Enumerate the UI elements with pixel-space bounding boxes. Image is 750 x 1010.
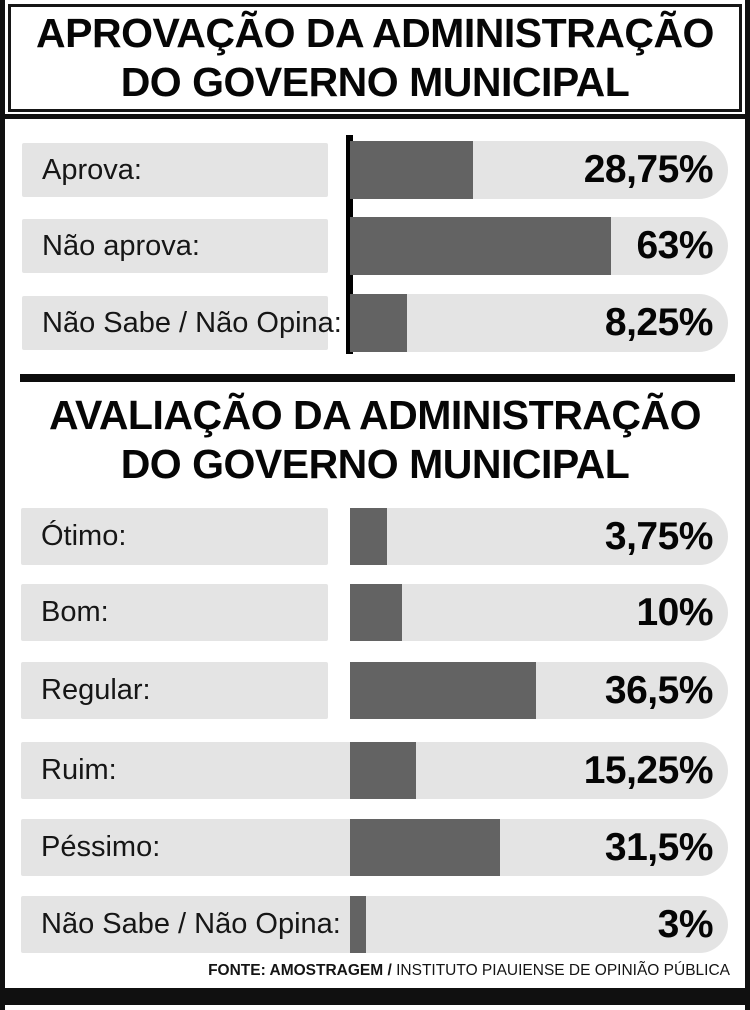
value-label: 3% — [657, 902, 713, 946]
section1-title-line2: DO GOVERNO MUNICIPAL — [120, 59, 630, 105]
bar-row — [5, 819, 745, 876]
bar-fill — [350, 584, 402, 641]
section2-title-box — [5, 391, 745, 489]
category-label: Não Sabe / Não Opina: — [21, 896, 350, 953]
bar-fill — [350, 742, 416, 799]
category-label: Ótimo: — [21, 508, 328, 565]
bar-fill — [350, 217, 611, 275]
bar-fill — [350, 662, 536, 719]
bar-row — [5, 217, 745, 275]
section2-title-line1: AVALIAÇÃO DA ADMINISTRAÇÃO — [48, 392, 702, 438]
category-label: Regular: — [21, 662, 328, 719]
value-label: 31,5% — [604, 825, 713, 869]
bar-row — [5, 508, 745, 565]
source-credit — [208, 962, 730, 980]
bar-row — [5, 742, 745, 799]
bar-row — [5, 584, 745, 641]
bar-fill — [350, 508, 387, 565]
bar-fill — [350, 141, 473, 199]
bar-track — [350, 742, 728, 799]
source-credit-rest: INSTITUTO PIAUIENSE DE OPINIÃO PÚBLICA — [391, 962, 730, 979]
category-label: Péssimo: — [21, 819, 350, 876]
bar-row — [5, 662, 745, 719]
bar-fill — [350, 819, 500, 876]
bar-fill — [350, 896, 366, 953]
bottom-border-bar — [0, 988, 750, 1005]
value-label: 8,25% — [604, 301, 713, 344]
bar-track — [350, 896, 728, 953]
value-label: 10% — [636, 590, 713, 634]
section1-title-box — [8, 4, 742, 112]
bar-track — [350, 217, 728, 275]
category-label: Bom: — [21, 584, 328, 641]
category-label: Aprova: — [22, 143, 328, 197]
bar-track — [350, 662, 728, 719]
bar-fill — [350, 294, 407, 352]
bar-track — [350, 141, 728, 199]
bar-track — [350, 819, 728, 876]
section1-title-line1: APROVAÇÃO DA ADMINISTRAÇÃO — [36, 10, 714, 56]
category-label: Não aprova: — [22, 219, 328, 273]
bar-row — [5, 896, 745, 953]
baseline-axis — [346, 135, 353, 354]
category-label: Não Sabe / Não Opina: — [22, 296, 328, 350]
value-label: 28,75% — [583, 148, 713, 191]
value-label: 15,25% — [583, 748, 713, 792]
bar-track — [350, 584, 728, 641]
bar-track — [350, 508, 728, 565]
section2-title-line2: DO GOVERNO MUNICIPAL — [120, 441, 630, 487]
category-label: Ruim: — [21, 742, 350, 799]
value-label: 36,5% — [604, 668, 713, 712]
bar-track — [350, 294, 728, 352]
bar-row — [5, 294, 745, 352]
value-label: 63% — [636, 224, 713, 267]
bar-row — [5, 141, 745, 199]
value-label: 3,75% — [604, 514, 713, 558]
section-divider — [20, 374, 735, 382]
title-divider-rule — [0, 114, 750, 119]
source-credit-bold: FONTE: AMOSTRAGEM / — [208, 962, 392, 979]
approval-bar-chart — [5, 0, 745, 1010]
evaluation-bar-chart — [5, 0, 745, 1010]
